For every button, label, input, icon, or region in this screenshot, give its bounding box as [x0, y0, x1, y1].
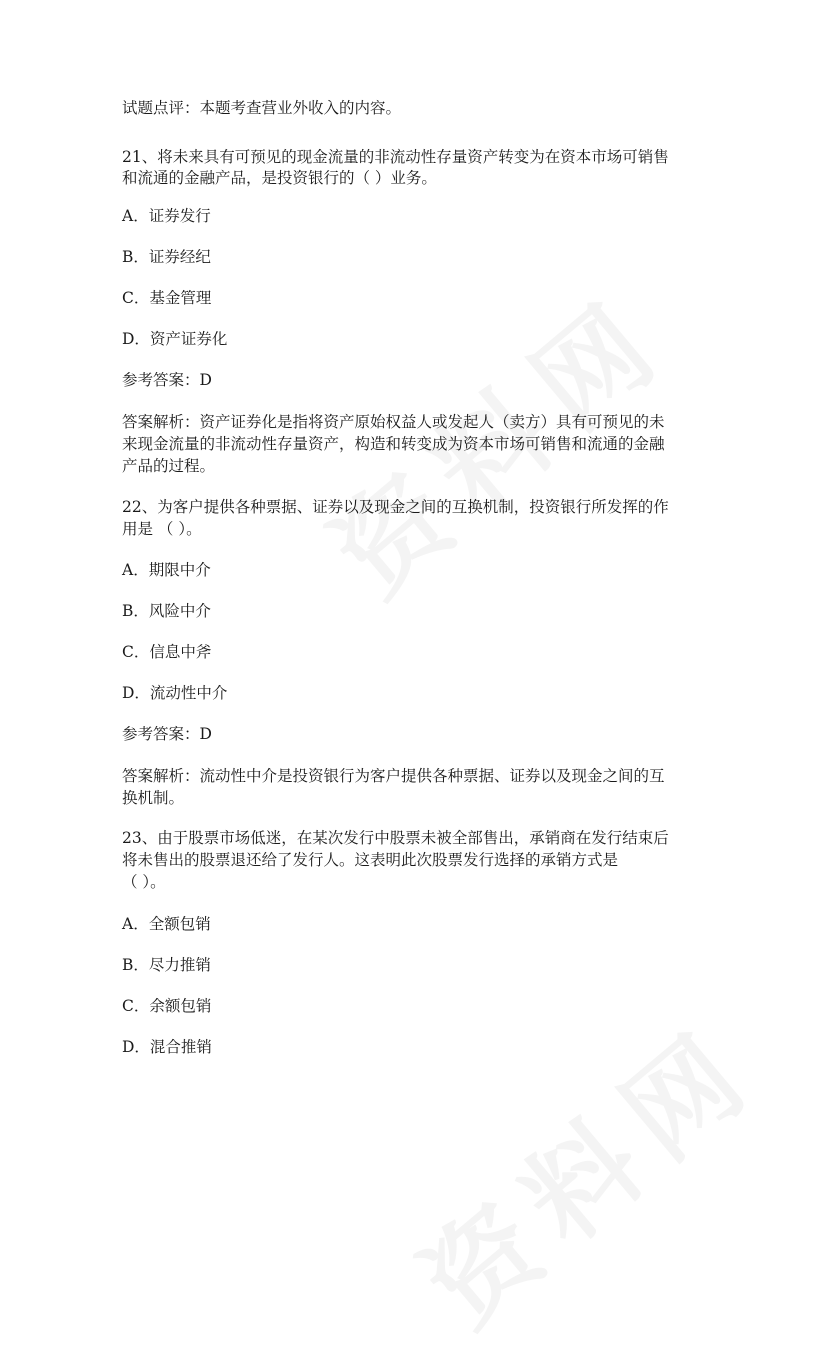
question-21-option-b: B．证券经纪 [122, 248, 211, 266]
question-21-analysis-line-2: 来现金流量的非流动性存量资产，构造和转变成为资本市场可销售和流通的金融 [122, 435, 665, 453]
question-23-stem-line-1: 23、由于股票市场低迷，在某次发行中股票未被全部售出，承销商在发行结束后 [122, 829, 669, 847]
question-21-option-a: A．证券发行 [122, 207, 211, 225]
question-22-stem-line-2: 用是 （ ）。 [122, 520, 202, 538]
question-21-analysis-line-1: 答案解析：资产证券化是指将资产原始权益人或发起人（卖方）具有可预见的未 [122, 413, 665, 431]
question-23-option-c: C．余额包销 [122, 997, 212, 1015]
question-22-option-b: B．风险中介 [122, 602, 211, 620]
question-21-analysis-line-3: 产品的过程。 [122, 457, 216, 475]
question-22-option-a: A．期限中介 [122, 561, 211, 579]
question-23-stem-line-2: 将未售出的股票退还给了发行人。这表明此次股票发行选择的承销方式是 [122, 851, 619, 869]
question-22-analysis-line-1: 答案解析：流动性中介是投资银行为客户提供各种票据、证券以及现金之间的互 [122, 767, 665, 785]
question-22-stem-line-1: 22、为客户提供各种票据、证券以及现金之间的互换机制，投资银行所发挥的作 [122, 498, 669, 516]
question-23-option-d: D．混合推销 [122, 1038, 212, 1056]
question-22-option-c: C．信息中斧 [122, 643, 212, 661]
question-21-option-c: C．基金管理 [122, 289, 212, 307]
question-22-option-d: D．流动性中介 [122, 684, 228, 702]
question-23-option-b: B．尽力推销 [122, 956, 211, 974]
question-21-option-d: D．资产证券化 [122, 330, 228, 348]
question-22-analysis-line-2: 换机制。 [122, 789, 185, 807]
question-23-option-a: A．全额包销 [122, 915, 211, 933]
question-22-answer: 参考答案：D [122, 725, 212, 743]
question-21-stem-line-2: 和流通的金融产品，是投资银行的（ ）业务。 [122, 169, 437, 187]
question-21-answer: 参考答案：D [122, 371, 212, 389]
review-comment: 试题点评：本题考查营业外收入的内容。 [122, 99, 402, 117]
question-21-stem-line-1: 21、将未来具有可预见的现金流量的非流动性存量资产转变为在资本市场可销售 [122, 148, 669, 166]
question-23-stem-line-3: （ ）。 [122, 873, 166, 891]
